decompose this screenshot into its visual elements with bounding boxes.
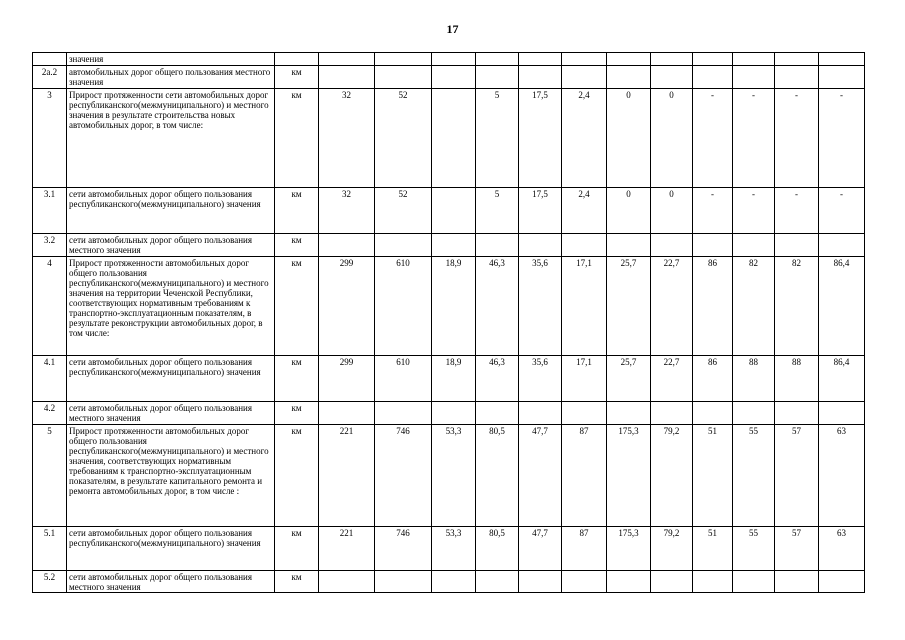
value-cell: 5 xyxy=(476,89,519,188)
value-cell xyxy=(319,66,375,89)
value-cell xyxy=(651,66,693,89)
value-cell xyxy=(476,53,519,66)
indicator-description-cell: значения xyxy=(67,53,275,66)
indicator-description-cell: Прирост протяженности автомобильных дорог общего пользования республиканского(межмуниципального) и местного значения, соответствующих нормативным требованиям к транспортно-эксплуатационным показателям, в результате капитального ремонта и ремонта автомобильных дорог, в том числе : xyxy=(67,425,275,527)
value-cell: 746 xyxy=(375,425,432,527)
value-cell xyxy=(519,571,562,593)
value-cell: 55 xyxy=(733,425,775,527)
value-cell: 82 xyxy=(733,257,775,356)
value-cell: 221 xyxy=(319,425,375,527)
value-cell xyxy=(432,53,476,66)
value-cell: 2,4 xyxy=(562,89,607,188)
unit-cell: км xyxy=(275,425,319,527)
value-cell xyxy=(775,402,819,425)
value-cell xyxy=(562,234,607,257)
value-cell: 221 xyxy=(319,527,375,571)
value-cell xyxy=(607,571,651,593)
value-cell: 0 xyxy=(607,89,651,188)
value-cell: 47,7 xyxy=(519,425,562,527)
value-cell: - xyxy=(775,188,819,234)
value-cell: 35,6 xyxy=(519,257,562,356)
unit-cell: км xyxy=(275,234,319,257)
value-cell xyxy=(819,66,865,89)
value-cell: 57 xyxy=(775,425,819,527)
indicator-description-cell: сети автомобильных дорог общего пользования республиканского(межмуниципального) значения xyxy=(67,188,275,234)
value-cell xyxy=(733,571,775,593)
indicators-table xyxy=(32,52,865,593)
value-cell: 17,5 xyxy=(519,89,562,188)
value-cell xyxy=(375,66,432,89)
value-cell: 53,3 xyxy=(432,425,476,527)
value-cell xyxy=(693,234,733,257)
value-cell xyxy=(819,402,865,425)
value-cell: 87 xyxy=(562,425,607,527)
value-cell: 51 xyxy=(693,527,733,571)
row-number-cell xyxy=(33,53,67,66)
value-cell: 79,2 xyxy=(651,527,693,571)
value-cell xyxy=(432,234,476,257)
value-cell xyxy=(562,66,607,89)
value-cell: - xyxy=(733,188,775,234)
value-cell: 63 xyxy=(819,425,865,527)
value-cell xyxy=(819,571,865,593)
value-cell xyxy=(651,571,693,593)
value-cell xyxy=(775,53,819,66)
row-number-cell: 5.2 xyxy=(33,571,67,593)
value-cell xyxy=(693,571,733,593)
value-cell xyxy=(432,89,476,188)
row-number-cell: 2а.2 xyxy=(33,66,67,89)
value-cell xyxy=(519,53,562,66)
value-cell xyxy=(819,53,865,66)
value-cell: 18,9 xyxy=(432,356,476,402)
value-cell xyxy=(733,402,775,425)
value-cell xyxy=(562,571,607,593)
row-number-cell: 4 xyxy=(33,257,67,356)
value-cell: 87 xyxy=(562,527,607,571)
value-cell: - xyxy=(819,188,865,234)
indicator-description-cell: сети автомобильных дорог общего пользования местного значения xyxy=(67,571,275,593)
value-cell: 175,3 xyxy=(607,425,651,527)
value-cell: 0 xyxy=(607,188,651,234)
value-cell: 86,4 xyxy=(819,257,865,356)
value-cell: 17,1 xyxy=(562,356,607,402)
value-cell: - xyxy=(693,188,733,234)
value-cell: 299 xyxy=(319,356,375,402)
unit-cell: км xyxy=(275,527,319,571)
value-cell xyxy=(432,66,476,89)
value-cell: 88 xyxy=(775,356,819,402)
value-cell: - xyxy=(775,89,819,188)
value-cell: 610 xyxy=(375,257,432,356)
page-number: 17 xyxy=(446,22,459,36)
table-row xyxy=(33,425,865,527)
value-cell: 0 xyxy=(651,188,693,234)
unit-cell: км xyxy=(275,89,319,188)
row-number-cell: 4.2 xyxy=(33,402,67,425)
value-cell: 25,7 xyxy=(607,257,651,356)
value-cell: 46,3 xyxy=(476,257,519,356)
value-cell: - xyxy=(819,89,865,188)
value-cell xyxy=(319,571,375,593)
value-cell xyxy=(375,402,432,425)
value-cell xyxy=(775,66,819,89)
table-row xyxy=(33,356,865,402)
value-cell: 5 xyxy=(476,188,519,234)
value-cell: 52 xyxy=(375,89,432,188)
value-cell: 18,9 xyxy=(432,257,476,356)
table-row xyxy=(33,527,865,571)
value-cell xyxy=(775,234,819,257)
value-cell xyxy=(319,234,375,257)
value-cell: 22,7 xyxy=(651,356,693,402)
value-cell xyxy=(375,234,432,257)
unit-cell: км xyxy=(275,188,319,234)
value-cell xyxy=(775,571,819,593)
value-cell: 610 xyxy=(375,356,432,402)
value-cell: 2,4 xyxy=(562,188,607,234)
table-row xyxy=(33,402,865,425)
value-cell: 86,4 xyxy=(819,356,865,402)
value-cell: 52 xyxy=(375,188,432,234)
unit-cell: км xyxy=(275,402,319,425)
unit-cell: км xyxy=(275,66,319,89)
indicator-description-cell: сети автомобильных дорог общего пользования республиканского(межмуниципального) значения xyxy=(67,527,275,571)
value-cell: - xyxy=(693,89,733,188)
value-cell xyxy=(319,53,375,66)
unit-cell: км xyxy=(275,257,319,356)
unit-cell: км xyxy=(275,356,319,402)
value-cell xyxy=(432,571,476,593)
indicator-description-cell: Прирост протяженности автомобильных дорог общего пользования республиканского(межмуниципального) и местного значения на территории Чеченской Республики, соответствующих нормативным требованиям к транспортно-эксплуатационным показателям, в результате реконструкции автомобильных дорог, в том числе: xyxy=(67,257,275,356)
value-cell: 86 xyxy=(693,257,733,356)
value-cell: 32 xyxy=(319,188,375,234)
value-cell xyxy=(733,53,775,66)
indicator-description-cell: автомобильных дорог общего пользования местного значения xyxy=(67,66,275,89)
indicator-description-cell: Прирост протяженности сети автомобильных дорог республиканского(межмуниципального) и местного значения в результате строительства новых автомобильных дорог, в том числе: xyxy=(67,89,275,188)
value-cell xyxy=(432,188,476,234)
unit-cell: км xyxy=(275,571,319,593)
value-cell: 79,2 xyxy=(651,425,693,527)
table-row xyxy=(33,571,865,593)
value-cell: 0 xyxy=(651,89,693,188)
value-cell xyxy=(819,234,865,257)
value-cell xyxy=(607,66,651,89)
indicator-description-cell: сети автомобильных дорог общего пользования местного значения xyxy=(67,234,275,257)
value-cell: 82 xyxy=(775,257,819,356)
value-cell xyxy=(607,234,651,257)
value-cell: 17,1 xyxy=(562,257,607,356)
value-cell: 51 xyxy=(693,425,733,527)
value-cell xyxy=(651,402,693,425)
indicator-description-cell: сети автомобильных дорог общего пользования местного значения xyxy=(67,402,275,425)
value-cell: 80,5 xyxy=(476,425,519,527)
table-row xyxy=(33,66,865,89)
value-cell xyxy=(733,234,775,257)
table-row xyxy=(33,89,865,188)
table-row xyxy=(33,188,865,234)
value-cell xyxy=(607,53,651,66)
value-cell: 35,6 xyxy=(519,356,562,402)
value-cell xyxy=(476,571,519,593)
unit-cell xyxy=(275,53,319,66)
value-cell: 175,3 xyxy=(607,527,651,571)
value-cell xyxy=(562,402,607,425)
value-cell: 80,5 xyxy=(476,527,519,571)
value-cell: 53,3 xyxy=(432,527,476,571)
row-number-cell: 3.1 xyxy=(33,188,67,234)
value-cell: 63 xyxy=(819,527,865,571)
value-cell xyxy=(651,234,693,257)
value-cell xyxy=(733,66,775,89)
value-cell: 88 xyxy=(733,356,775,402)
value-cell xyxy=(693,66,733,89)
value-cell xyxy=(375,571,432,593)
value-cell xyxy=(607,402,651,425)
row-number-cell: 4.1 xyxy=(33,356,67,402)
value-cell: 47,7 xyxy=(519,527,562,571)
value-cell xyxy=(476,66,519,89)
indicator-description-cell: сети автомобильных дорог общего пользования республиканского(межмуниципального) значения xyxy=(67,356,275,402)
row-number-cell: 3 xyxy=(33,89,67,188)
table-row xyxy=(33,234,865,257)
value-cell: 32 xyxy=(319,89,375,188)
row-number-cell: 3.2 xyxy=(33,234,67,257)
value-cell: 25,7 xyxy=(607,356,651,402)
value-cell: 17,5 xyxy=(519,188,562,234)
value-cell xyxy=(432,402,476,425)
value-cell: 86 xyxy=(693,356,733,402)
value-cell: 746 xyxy=(375,527,432,571)
value-cell xyxy=(519,234,562,257)
value-cell xyxy=(476,402,519,425)
value-cell xyxy=(375,53,432,66)
row-number-cell: 5 xyxy=(33,425,67,527)
value-cell xyxy=(562,53,607,66)
value-cell xyxy=(693,402,733,425)
value-cell xyxy=(519,66,562,89)
value-cell: 57 xyxy=(775,527,819,571)
value-cell: 22,7 xyxy=(651,257,693,356)
value-cell: 299 xyxy=(319,257,375,356)
value-cell xyxy=(319,402,375,425)
value-cell: 46,3 xyxy=(476,356,519,402)
value-cell: - xyxy=(733,89,775,188)
row-number-cell: 5.1 xyxy=(33,527,67,571)
value-cell: 55 xyxy=(733,527,775,571)
value-cell xyxy=(519,402,562,425)
table-row xyxy=(33,257,865,356)
value-cell xyxy=(476,234,519,257)
value-cell xyxy=(693,53,733,66)
table-row xyxy=(33,53,865,66)
value-cell xyxy=(651,53,693,66)
